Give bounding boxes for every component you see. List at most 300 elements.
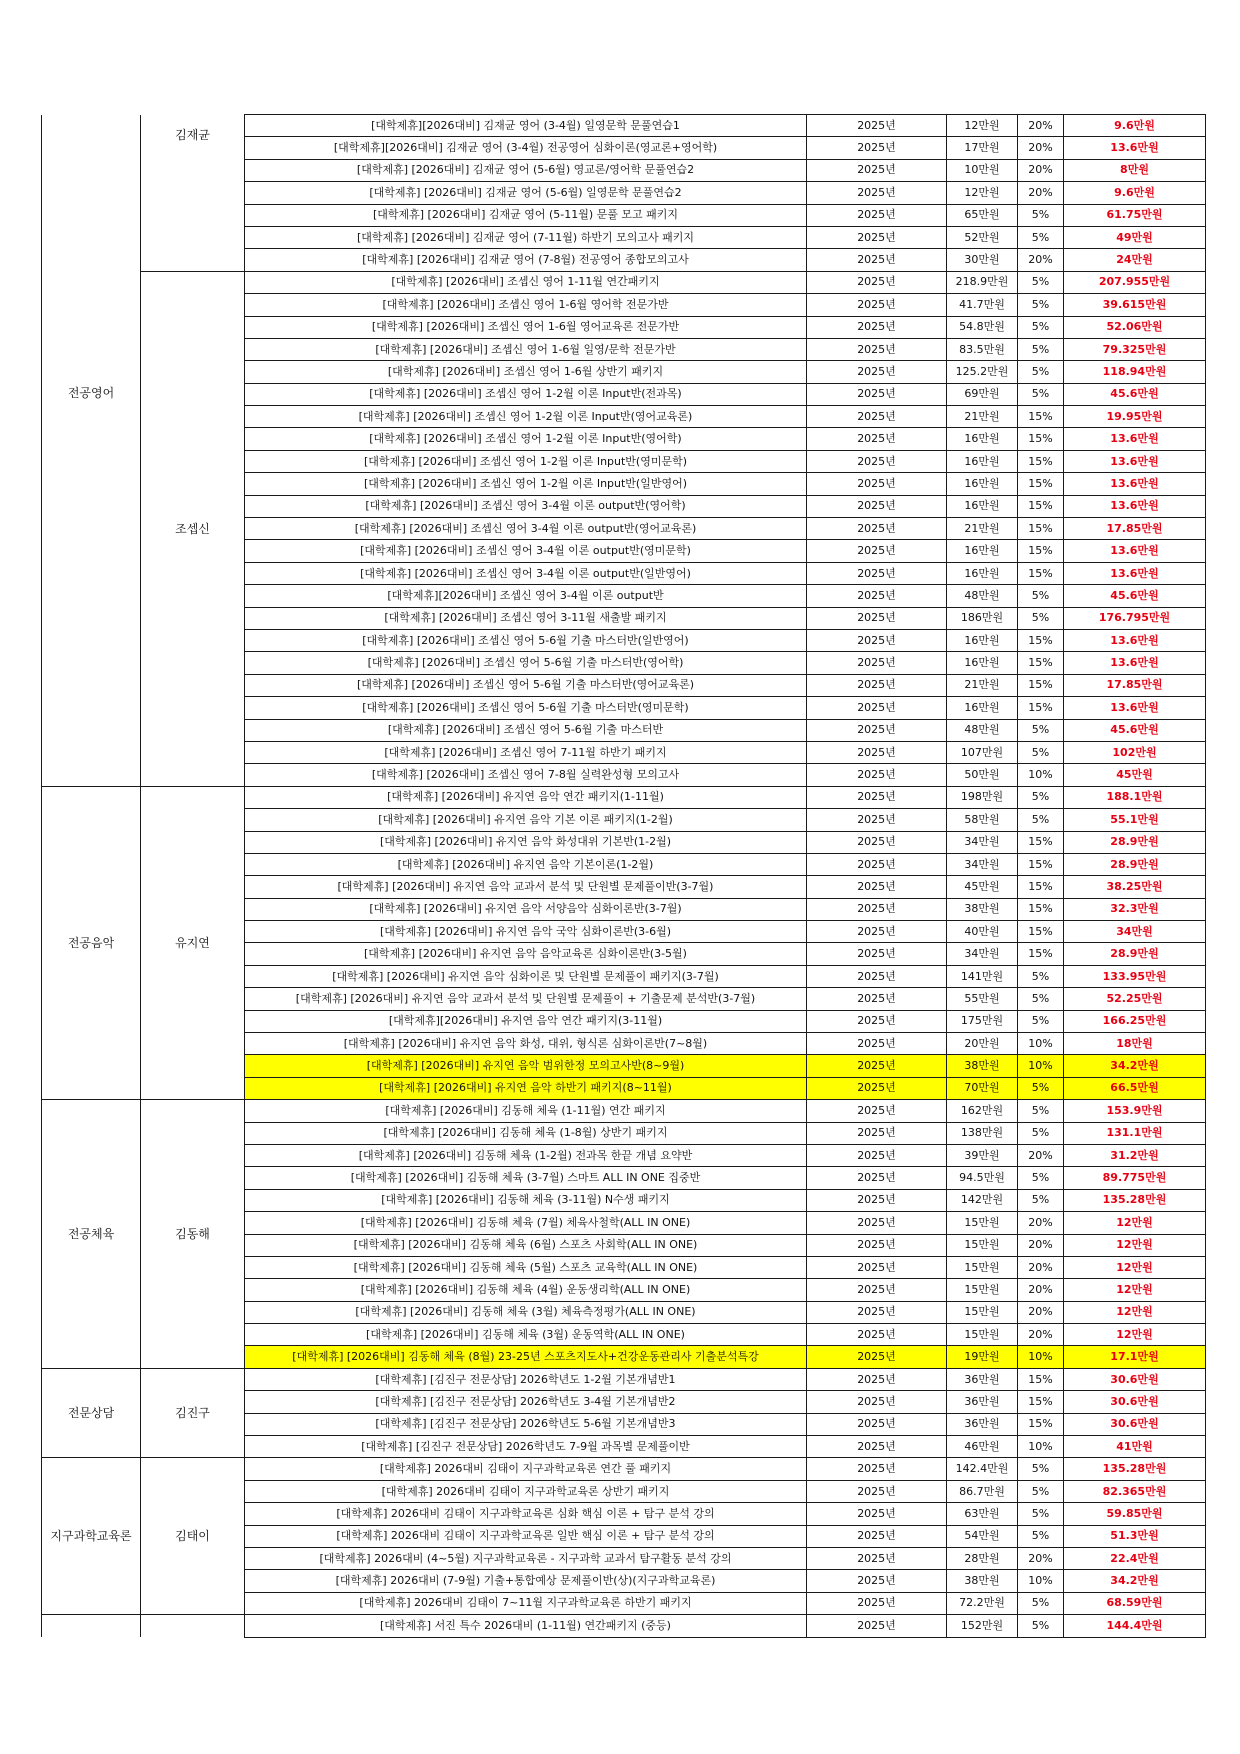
course-title: [대학제휴] [2026대비] 김재균 영어 (5-11월) 문풀 모고 패키지 [245, 204, 807, 226]
course-title: [대학제휴] 2026대비 김태이 7~11월 지구과학교육론 하반기 패키지 [245, 1592, 807, 1614]
course-final-price: 12만원 [1064, 1324, 1206, 1346]
course-title: [대학제휴] [김진구 전문상담] 2026학년도 1-2월 기본개념반1 [245, 1368, 807, 1390]
course-title: [대학제휴] [2026대비] 유지연 음악 심화이론 및 단원별 문제풀이 패키지(3-7월) [245, 965, 807, 987]
course-year: 2025년 [807, 406, 947, 428]
course-final-price: 52.25만원 [1064, 988, 1206, 1010]
course-final-price: 34만원 [1064, 921, 1206, 943]
course-discount: 5% [1018, 271, 1064, 293]
course-title: [대학제휴] [2026대비] 김동해 체육 (3월) 체육측정평가(ALL IN ONE) [245, 1301, 807, 1323]
course-year: 2025년 [807, 1010, 947, 1032]
course-year: 2025년 [807, 1077, 947, 1099]
course-final-price: 28.9만원 [1064, 831, 1206, 853]
course-year: 2025년 [807, 428, 947, 450]
course-discount: 5% [1018, 204, 1064, 226]
course-title: [대학제휴] [2026대비] 유지연 음악 기본이론(1-2월) [245, 853, 807, 875]
course-year: 2025년 [807, 562, 947, 584]
course-discount: 5% [1018, 1122, 1064, 1144]
course-final-price: 79.325만원 [1064, 338, 1206, 360]
course-year: 2025년 [807, 764, 947, 786]
course-year: 2025년 [807, 607, 947, 629]
course-price: 41.7만원 [947, 294, 1018, 316]
course-price: 186만원 [947, 607, 1018, 629]
course-discount: 5% [1018, 338, 1064, 360]
course-discount: 15% [1018, 406, 1064, 428]
course-price: 10만원 [947, 159, 1018, 181]
course-price: 19만원 [947, 1346, 1018, 1368]
course-title: [대학제휴] [2026대비] 김동해 체육 (1-8월) 상반기 패키지 [245, 1122, 807, 1144]
course-discount: 15% [1018, 1368, 1064, 1390]
course-price: 107만원 [947, 741, 1018, 763]
course-price: 69만원 [947, 383, 1018, 405]
course-title: [대학제휴] [2026대비] 조셉신 영어 5-6월 기출 마스터반(영어학) [245, 652, 807, 674]
course-final-price: 45만원 [1064, 764, 1206, 786]
course-price: 50만원 [947, 764, 1018, 786]
course-year: 2025년 [807, 1592, 947, 1614]
course-final-price: 30.6만원 [1064, 1391, 1206, 1413]
course-discount: 5% [1018, 1480, 1064, 1502]
course-discount: 15% [1018, 943, 1064, 965]
instructor-cell: 김동해 [141, 1100, 245, 1369]
instructor-cell [141, 1615, 245, 1637]
course-year: 2025년 [807, 1480, 947, 1502]
course-final-price: 135.28만원 [1064, 1458, 1206, 1480]
course-year: 2025년 [807, 249, 947, 271]
course-discount: 15% [1018, 495, 1064, 517]
table-row [42, 1368, 1206, 1390]
course-title: [대학제휴] 2026대비 김태이 지구과학교육론 일반 핵심 이론 + 탐구 분석 강의 [245, 1525, 807, 1547]
table-row [42, 786, 1206, 808]
course-final-price: 102만원 [1064, 741, 1206, 763]
course-title: [대학제휴] [2026대비] 조셉신 영어 5-6월 기출 마스터반(영미문학) [245, 697, 807, 719]
instructor-cell: 김태이 [141, 1458, 245, 1615]
course-final-price: 17.85만원 [1064, 518, 1206, 540]
course-price: 12만원 [947, 182, 1018, 204]
course-title: [대학제휴] [2026대비] 조셉신 영어 1-6월 영어학 전문가반 [245, 294, 807, 316]
course-discount: 15% [1018, 831, 1064, 853]
course-final-price: 66.5만원 [1064, 1077, 1206, 1099]
course-year: 2025년 [807, 585, 947, 607]
instructor-cell: 조셉신 [141, 271, 245, 786]
course-final-price: 166.25만원 [1064, 1010, 1206, 1032]
course-discount: 5% [1018, 719, 1064, 741]
course-title: [대학제휴] [2026대비] 조셉신 영어 1-2월 이론 Input반(영미문학) [245, 450, 807, 472]
course-title: [대학제휴] [2026대비] 유지연 음악 음악교육론 심화이론반(3-5월) [245, 943, 807, 965]
course-year: 2025년 [807, 271, 947, 293]
course-year: 2025년 [807, 473, 947, 495]
course-title: [대학제휴] [2026대비] 김재균 영어 (5-6월) 일영문학 문풀연습2 [245, 182, 807, 204]
course-year: 2025년 [807, 1189, 947, 1211]
course-discount: 5% [1018, 1010, 1064, 1032]
course-price: 28만원 [947, 1548, 1018, 1570]
course-year: 2025년 [807, 495, 947, 517]
course-title: [대학제휴] 서진 특수 2026대비 (1-11월) 연간패키지 (중등) [245, 1615, 807, 1637]
subject-cell: 전문상담 [42, 1368, 141, 1458]
course-price: 21만원 [947, 518, 1018, 540]
course-price: 15만원 [947, 1301, 1018, 1323]
course-discount: 15% [1018, 697, 1064, 719]
course-year: 2025년 [807, 137, 947, 159]
course-year: 2025년 [807, 450, 947, 472]
course-discount: 5% [1018, 226, 1064, 248]
course-title: [대학제휴] [2026대비] 조셉신 영어 3-4월 이론 output반(영어학) [245, 495, 807, 517]
course-year: 2025년 [807, 965, 947, 987]
course-final-price: 49만원 [1064, 226, 1206, 248]
course-price: 21만원 [947, 406, 1018, 428]
course-year: 2025년 [807, 1234, 947, 1256]
course-discount: 20% [1018, 1324, 1064, 1346]
course-final-price: 13.6만원 [1064, 562, 1206, 584]
course-final-price: 133.95만원 [1064, 965, 1206, 987]
course-title: [대학제휴] [2026대비] 유지연 음악 화성, 대위, 형식론 심화이론반(7~8월) [245, 1033, 807, 1055]
course-year: 2025년 [807, 1548, 947, 1570]
course-discount: 5% [1018, 1615, 1064, 1637]
course-discount: 5% [1018, 988, 1064, 1010]
course-final-price: 131.1만원 [1064, 1122, 1206, 1144]
course-discount: 15% [1018, 674, 1064, 696]
course-final-price: 61.75만원 [1064, 204, 1206, 226]
course-final-price: 12만원 [1064, 1234, 1206, 1256]
course-price: 15만원 [947, 1279, 1018, 1301]
course-price: 54만원 [947, 1525, 1018, 1547]
course-price: 16만원 [947, 540, 1018, 562]
table-row [42, 1458, 1206, 1480]
course-discount: 20% [1018, 1234, 1064, 1256]
course-title: [대학제휴] [2026대비] 조셉신 영어 1-2월 이론 Input반(전과목) [245, 383, 807, 405]
course-final-price: 18만원 [1064, 1033, 1206, 1055]
course-year: 2025년 [807, 719, 947, 741]
course-discount: 5% [1018, 1503, 1064, 1525]
subject-cell: 지구과학교육론 [42, 1458, 141, 1615]
course-price: 21만원 [947, 674, 1018, 696]
course-final-price: 17.85만원 [1064, 674, 1206, 696]
course-title: [대학제휴] [2026대비] 조셉신 영어 7-11월 하반기 패키지 [245, 741, 807, 763]
course-discount: 5% [1018, 294, 1064, 316]
course-year: 2025년 [807, 921, 947, 943]
course-final-price: 13.6만원 [1064, 473, 1206, 495]
course-price: 45만원 [947, 876, 1018, 898]
course-price: 16만원 [947, 473, 1018, 495]
course-final-price: 12만원 [1064, 1279, 1206, 1301]
course-year: 2025년 [807, 853, 947, 875]
course-final-price: 153.9만원 [1064, 1100, 1206, 1122]
course-price: 141만원 [947, 965, 1018, 987]
course-price: 20만원 [947, 1033, 1018, 1055]
course-price: 86.7만원 [947, 1480, 1018, 1502]
course-year: 2025년 [807, 652, 947, 674]
course-final-price: 45.6만원 [1064, 719, 1206, 741]
course-final-price: 176.795만원 [1064, 607, 1206, 629]
course-discount: 5% [1018, 741, 1064, 763]
course-discount: 10% [1018, 1055, 1064, 1077]
course-price: 36만원 [947, 1368, 1018, 1390]
course-price: 152만원 [947, 1615, 1018, 1637]
course-final-price: 82.365만원 [1064, 1480, 1206, 1502]
course-title: [대학제휴] 2026대비 (7-9월) 기출+통합예상 문제풀이반(상)(지구과학교육론) [245, 1570, 807, 1592]
course-year: 2025년 [807, 1167, 947, 1189]
course-price: 46만원 [947, 1436, 1018, 1458]
course-year: 2025년 [807, 1458, 947, 1480]
course-final-price: 89.775만원 [1064, 1167, 1206, 1189]
course-final-price: 13.6만원 [1064, 495, 1206, 517]
course-title: [대학제휴] [2026대비] 조셉신 영어 1-2월 이론 Input반(일반영어) [245, 473, 807, 495]
course-final-price: 59.85만원 [1064, 1503, 1206, 1525]
course-year: 2025년 [807, 1212, 947, 1234]
course-title: [대학제휴][2026대비] 조셉신 영어 3-4월 이론 output반 [245, 585, 807, 607]
course-discount: 5% [1018, 361, 1064, 383]
course-discount: 5% [1018, 1167, 1064, 1189]
course-price: 83.5만원 [947, 338, 1018, 360]
course-title: [대학제휴] [2026대비] 유지연 음악 서양음악 심화이론반(3-7월) [245, 898, 807, 920]
course-price: 15만원 [947, 1324, 1018, 1346]
course-discount: 20% [1018, 1548, 1064, 1570]
course-final-price: 207.955만원 [1064, 271, 1206, 293]
course-discount: 5% [1018, 786, 1064, 808]
course-title: [대학제휴] [2026대비] 김동해 체육 (6월) 스포츠 사회학(ALL IN ONE) [245, 1234, 807, 1256]
course-year: 2025년 [807, 1413, 947, 1435]
course-title: [대학제휴] [2026대비] 김재균 영어 (7-11월) 하반기 모의고사 패키지 [245, 226, 807, 248]
course-title: [대학제휴][2026대비] 김재균 영어 (3-4월) 전공영어 심화이론(영교론+영어학) [245, 137, 807, 159]
course-final-price: 118.94만원 [1064, 361, 1206, 383]
subject-cell: 전공음악 [42, 786, 141, 1099]
course-discount: 20% [1018, 1256, 1064, 1278]
course-title: [대학제휴] [2026대비] 조셉신 영어 1-11월 연간패키지 [245, 271, 807, 293]
course-title: [대학제휴] [2026대비] 조셉신 영어 5-6월 기출 마스터반 [245, 719, 807, 741]
course-year: 2025년 [807, 159, 947, 181]
course-price: 34만원 [947, 831, 1018, 853]
course-title: [대학제휴] [2026대비] 김동해 체육 (4월) 운동생리학(ALL IN ONE) [245, 1279, 807, 1301]
course-price: 30만원 [947, 249, 1018, 271]
course-price: 40만원 [947, 921, 1018, 943]
course-discount: 5% [1018, 1100, 1064, 1122]
course-year: 2025년 [807, 1436, 947, 1458]
course-final-price: 34.2만원 [1064, 1055, 1206, 1077]
subject-cell [42, 1615, 141, 1637]
course-final-price: 28.9만원 [1064, 853, 1206, 875]
course-year: 2025년 [807, 674, 947, 696]
course-discount: 15% [1018, 473, 1064, 495]
course-final-price: 8만원 [1064, 159, 1206, 181]
course-price: 38만원 [947, 898, 1018, 920]
course-title: [대학제휴] [2026대비] 김재균 영어 (7-8월) 전공영어 종합모의고사 [245, 249, 807, 271]
course-price: 58만원 [947, 809, 1018, 831]
course-final-price: 68.59만원 [1064, 1592, 1206, 1614]
course-price: 38만원 [947, 1570, 1018, 1592]
course-title: [대학제휴] [2026대비] 조셉신 영어 3-4월 이론 output반(영어교육론) [245, 518, 807, 540]
course-price: 72.2만원 [947, 1592, 1018, 1614]
course-discount: 5% [1018, 809, 1064, 831]
course-title: [대학제휴] [2026대비] 김동해 체육 (3-11월) N수생 패키지 [245, 1189, 807, 1211]
course-final-price: 9.6만원 [1064, 115, 1206, 137]
course-discount: 20% [1018, 1301, 1064, 1323]
course-year: 2025년 [807, 809, 947, 831]
course-year: 2025년 [807, 697, 947, 719]
course-discount: 5% [1018, 316, 1064, 338]
course-price: 198만원 [947, 786, 1018, 808]
course-year: 2025년 [807, 361, 947, 383]
course-title: [대학제휴] [2026대비] 조셉신 영어 7-8월 실력완성형 모의고사 [245, 764, 807, 786]
subject-cell: 전공영어 [42, 115, 141, 787]
course-year: 2025년 [807, 741, 947, 763]
course-price: 15만원 [947, 1256, 1018, 1278]
course-year: 2025년 [807, 540, 947, 562]
course-discount: 5% [1018, 585, 1064, 607]
course-year: 2025년 [807, 383, 947, 405]
course-title: [대학제휴] 2026대비 김태이 지구과학교육론 심화 핵심 이론 + 탐구 분석 강의 [245, 1503, 807, 1525]
course-year: 2025년 [807, 1615, 947, 1637]
course-year: 2025년 [807, 1279, 947, 1301]
course-final-price: 22.4만원 [1064, 1548, 1206, 1570]
course-final-price: 12만원 [1064, 1212, 1206, 1234]
course-final-price: 13.6만원 [1064, 697, 1206, 719]
course-price: 16만원 [947, 428, 1018, 450]
course-discount: 10% [1018, 1570, 1064, 1592]
course-final-price: 55.1만원 [1064, 809, 1206, 831]
course-price: 54.8만원 [947, 316, 1018, 338]
course-final-price: 45.6만원 [1064, 585, 1206, 607]
course-year: 2025년 [807, 226, 947, 248]
course-year: 2025년 [807, 182, 947, 204]
course-title: [대학제휴] [2026대비] 조셉신 영어 1-6월 상반기 패키지 [245, 361, 807, 383]
course-year: 2025년 [807, 943, 947, 965]
course-price: 15만원 [947, 1234, 1018, 1256]
course-final-price: 13.6만원 [1064, 540, 1206, 562]
course-price: 16만원 [947, 697, 1018, 719]
table-row [42, 271, 1206, 293]
course-year: 2025년 [807, 1503, 947, 1525]
course-discount: 20% [1018, 182, 1064, 204]
course-final-price: 13.6만원 [1064, 428, 1206, 450]
course-discount: 15% [1018, 652, 1064, 674]
course-price: 65만원 [947, 204, 1018, 226]
course-discount: 15% [1018, 876, 1064, 898]
course-year: 2025년 [807, 898, 947, 920]
course-discount: 5% [1018, 1525, 1064, 1547]
course-title: [대학제휴] [2026대비] 조셉신 영어 1-6월 일영/문학 전문가반 [245, 338, 807, 360]
course-discount: 10% [1018, 1436, 1064, 1458]
course-title: [대학제휴] [2026대비] 유지연 음악 교과서 분석 및 단원별 문제풀이반(3-7월) [245, 876, 807, 898]
course-price: 15만원 [947, 1212, 1018, 1234]
course-year: 2025년 [807, 1256, 947, 1278]
course-year: 2025년 [807, 338, 947, 360]
course-year: 2025년 [807, 786, 947, 808]
course-price: 175만원 [947, 1010, 1018, 1032]
instructor-cell: 김진구 [141, 1368, 245, 1458]
course-year: 2025년 [807, 1055, 947, 1077]
course-price: 38만원 [947, 1055, 1018, 1077]
course-year: 2025년 [807, 294, 947, 316]
course-year: 2025년 [807, 831, 947, 853]
course-final-price: 30.6만원 [1064, 1368, 1206, 1390]
course-discount: 20% [1018, 1144, 1064, 1166]
course-title: [대학제휴] [2026대비] 유지연 음악 범위한정 모의고사반(8~9월) [245, 1055, 807, 1077]
course-title: [대학제휴] 2026대비 김태이 지구과학교육론 연간 풀 패키지 [245, 1458, 807, 1480]
course-price: 52만원 [947, 226, 1018, 248]
course-price: 142.4만원 [947, 1458, 1018, 1480]
course-discount: 20% [1018, 249, 1064, 271]
course-final-price: 135.28만원 [1064, 1189, 1206, 1211]
course-title: [대학제휴] [2026대비] 조셉신 영어 3-4월 이론 output반(일반영어) [245, 562, 807, 584]
course-discount: 10% [1018, 764, 1064, 786]
course-year: 2025년 [807, 1100, 947, 1122]
course-discount: 5% [1018, 1458, 1064, 1480]
course-title: [대학제휴] [2026대비] 조셉신 영어 1-6월 영어교육론 전문가반 [245, 316, 807, 338]
course-final-price: 188.1만원 [1064, 786, 1206, 808]
table-row [42, 1100, 1206, 1122]
course-price: 218.9만원 [947, 271, 1018, 293]
course-year: 2025년 [807, 204, 947, 226]
course-final-price: 13.6만원 [1064, 137, 1206, 159]
course-year: 2025년 [807, 1346, 947, 1368]
course-discount: 5% [1018, 1592, 1064, 1614]
course-year: 2025년 [807, 518, 947, 540]
course-price: 94.5만원 [947, 1167, 1018, 1189]
course-title: [대학제휴] [2026대비] 조셉신 영어 3-11월 새출발 패키지 [245, 607, 807, 629]
course-discount: 20% [1018, 1212, 1064, 1234]
course-final-price: 24만원 [1064, 249, 1206, 271]
course-final-price: 39.615만원 [1064, 294, 1206, 316]
course-price: 48만원 [947, 585, 1018, 607]
course-title: [대학제휴] [2026대비] 조셉신 영어 5-6월 기출 마스터반(일반영어) [245, 629, 807, 651]
course-price: 34만원 [947, 943, 1018, 965]
course-final-price: 12만원 [1064, 1256, 1206, 1278]
course-discount: 20% [1018, 159, 1064, 181]
course-title: [대학제휴] [2026대비] 조셉신 영어 1-2월 이론 Input반(영어학) [245, 428, 807, 450]
course-price: 36만원 [947, 1391, 1018, 1413]
course-price: 48만원 [947, 719, 1018, 741]
course-year: 2025년 [807, 876, 947, 898]
course-discount: 5% [1018, 607, 1064, 629]
course-title: [대학제휴] [2026대비] 김재균 영어 (5-6월) 영교론/영어학 문풀연습2 [245, 159, 807, 181]
course-year: 2025년 [807, 1391, 947, 1413]
course-title: [대학제휴] 2026대비 (4~5월) 지구과학교육론 - 지구과학 교과서 탐구활동 분석 강의 [245, 1548, 807, 1570]
course-year: 2025년 [807, 1525, 947, 1547]
course-discount: 10% [1018, 1346, 1064, 1368]
course-final-price: 17.1만원 [1064, 1346, 1206, 1368]
course-title: [대학제휴] [2026대비] 유지연 음악 기본 이론 패키지(1-2월) [245, 809, 807, 831]
course-year: 2025년 [807, 1301, 947, 1323]
instructor-cell: 김재균 [141, 115, 245, 272]
course-discount: 15% [1018, 629, 1064, 651]
course-discount: 15% [1018, 898, 1064, 920]
course-title: [대학제휴] 2026대비 김태이 지구과학교육론 상반기 패키지 [245, 1480, 807, 1502]
course-discount: 5% [1018, 1189, 1064, 1211]
course-title: [대학제휴] [김진구 전문상담] 2026학년도 3-4월 기본개념반2 [245, 1391, 807, 1413]
course-discount: 15% [1018, 562, 1064, 584]
course-final-price: 51.3만원 [1064, 1525, 1206, 1547]
course-discount: 5% [1018, 965, 1064, 987]
course-final-price: 30.6만원 [1064, 1413, 1206, 1435]
table-row [42, 1615, 1206, 1637]
course-price: 63만원 [947, 1503, 1018, 1525]
course-price-table [41, 114, 1206, 1638]
course-year: 2025년 [807, 1324, 947, 1346]
course-final-price: 32.3만원 [1064, 898, 1206, 920]
course-final-price: 9.6만원 [1064, 182, 1206, 204]
course-discount: 15% [1018, 428, 1064, 450]
course-title: [대학제휴] [2026대비] 유지연 음악 화성대위 기본반(1-2월) [245, 831, 807, 853]
course-price: 17만원 [947, 137, 1018, 159]
course-title: [대학제휴] [2026대비] 김동해 체육 (5월) 스포츠 교육학(ALL IN ONE) [245, 1256, 807, 1278]
course-final-price: 12만원 [1064, 1301, 1206, 1323]
course-year: 2025년 [807, 115, 947, 137]
course-discount: 5% [1018, 383, 1064, 405]
course-title: [대학제휴] [2026대비] 유지연 음악 교과서 분석 및 단원별 문제풀이 + 기출문제 분석반(3-7월) [245, 988, 807, 1010]
course-title: [대학제휴] [2026대비] 김동해 체육 (7월) 체육사철학(ALL IN ONE) [245, 1212, 807, 1234]
course-discount: 5% [1018, 1077, 1064, 1099]
course-year: 2025년 [807, 1033, 947, 1055]
course-discount: 20% [1018, 115, 1064, 137]
table-row [42, 115, 1206, 137]
